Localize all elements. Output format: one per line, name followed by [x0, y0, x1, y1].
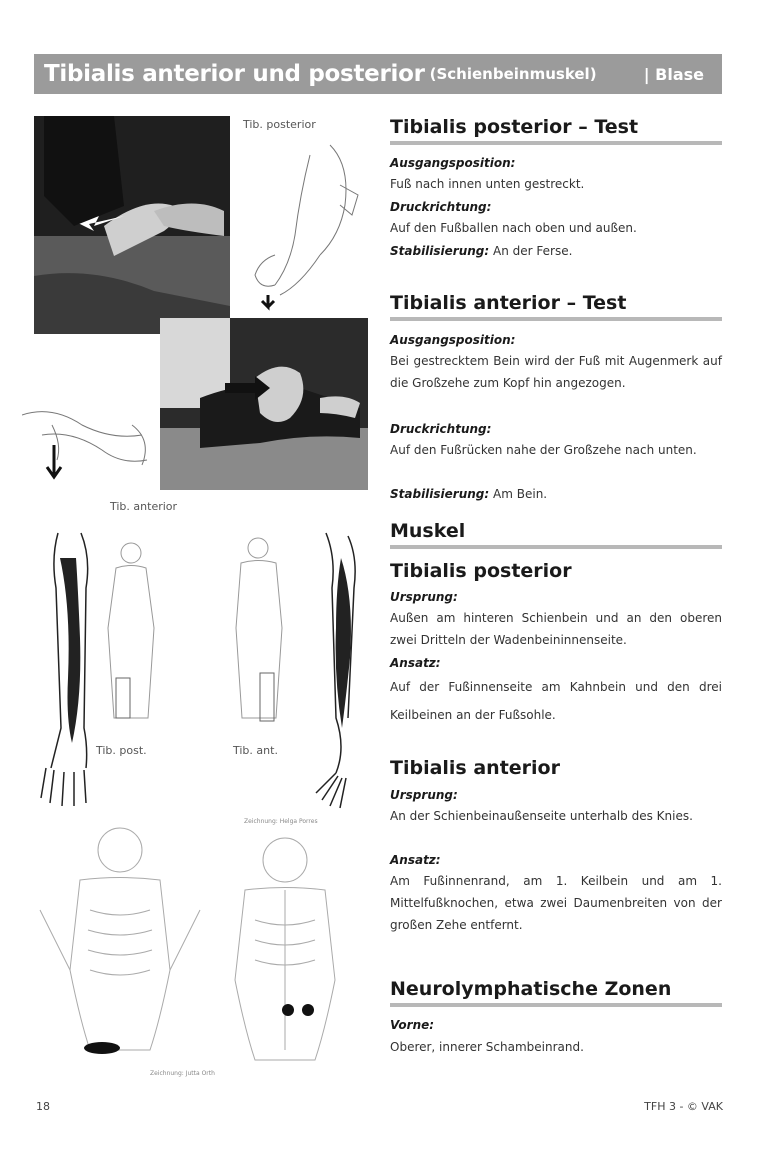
- anterior-insertion-text: Am Fußinnenrand, am 1. Keilbein und am 1. Mittelfußknochen, etwa zwei Daumenbreiten von der großen Zehe entfernt.: [390, 874, 722, 932]
- anterior-origin-text: An der Schienbeinaußenseite unterhalb des Knies.: [390, 809, 693, 823]
- anterior-stab-text: Am Bein.: [493, 487, 548, 501]
- neuro-title: Neurolymphatische Zonen: [390, 978, 722, 1007]
- torso-neurolymphatic-illustrations: [30, 820, 375, 1070]
- caption-tib-posterior: Tib. posterior: [243, 118, 316, 131]
- anterior-start-label: Ausgangsposition:: [390, 333, 516, 347]
- credit-jutta: Zeichnung: Jutta Orth: [150, 1070, 215, 1077]
- anterior-test-title: Tibialis anterior – Test: [390, 292, 722, 321]
- posterior-stabilization: [390, 240, 722, 262]
- anterior-stab-label: Stabilisierung:: [390, 487, 490, 501]
- photo-posterior-illustration: [34, 116, 230, 334]
- photo-anterior-test: [160, 318, 368, 490]
- muskel-title: Muskel: [390, 520, 722, 549]
- photo-anterior-illustration: [160, 318, 368, 490]
- leg-anatomy-illustrations: [36, 528, 366, 818]
- meridian-tag: | Blase: [643, 64, 704, 84]
- posterior-test-title: Tibialis posterior – Test: [390, 116, 722, 145]
- copyright: TFH 3 - © VAK: [644, 1100, 723, 1113]
- drawing-foot-posterior: [240, 135, 370, 315]
- posterior-origin-label: Ursprung:: [390, 590, 458, 604]
- chapter-subtitle: (Schienbeinmuskel): [429, 65, 597, 83]
- caption-tib-anterior: Tib. anterior: [110, 500, 178, 513]
- posterior-insertion-text: Auf der Fußinnenseite am Kahnbein und den drei Keilbeinen an der Fußsohle.: [390, 680, 722, 722]
- anterior-origin-label: Ursprung:: [390, 788, 458, 802]
- neuro-front-label: Vorne:: [390, 1018, 435, 1032]
- caption-tib-ant: Tib. ant.: [233, 744, 278, 757]
- drawing-foot-anterior: [22, 385, 162, 485]
- chapter-title: Tibialis anterior und posterior: [44, 61, 425, 87]
- posterior-pressure-text: Auf den Fußballen nach oben und außen.: [390, 221, 637, 235]
- caption-tib-post: Tib. post.: [96, 744, 147, 757]
- anterior-muscle-title: Tibialis anterior: [390, 757, 560, 779]
- anterior-pressure-text: Auf den Fußrücken nahe der Großzehe nach unten.: [390, 443, 697, 457]
- anterior-stabilization: [390, 483, 722, 505]
- anterior-insertion-label: Ansatz:: [390, 853, 441, 867]
- posterior-stab-text: An der Ferse.: [493, 244, 573, 258]
- chapter-header: [34, 54, 722, 94]
- anterior-start-text: Bei gestrecktem Bein wird der Fuß mit Augenmerk auf die Großzehe zum Kopf hin angezogen.: [390, 354, 722, 390]
- posterior-start-label: Ausgangsposition:: [390, 156, 516, 170]
- posterior-pressure-label: Druckrichtung:: [390, 200, 492, 214]
- posterior-start-text: Fuß nach innen unten gestreckt.: [390, 177, 585, 191]
- anterior-pressure-label: Druckrichtung:: [390, 422, 492, 436]
- posterior-insertion-label: Ansatz:: [390, 656, 441, 670]
- posterior-origin-text: Außen am hinteren Schienbein und an den oberen zwei Dritteln der Wadenbeininnenseite.: [390, 611, 722, 647]
- credit-helga: Zeichnung: Helga Porres: [244, 818, 318, 825]
- page-number: 18: [36, 1100, 50, 1113]
- posterior-stab-label: Stabilisierung:: [390, 244, 490, 258]
- posterior-muscle-title: Tibialis posterior: [390, 560, 572, 582]
- neuro-front-text: Oberer, innerer Schambeinrand.: [390, 1040, 584, 1054]
- photo-posterior-test: [34, 116, 230, 334]
